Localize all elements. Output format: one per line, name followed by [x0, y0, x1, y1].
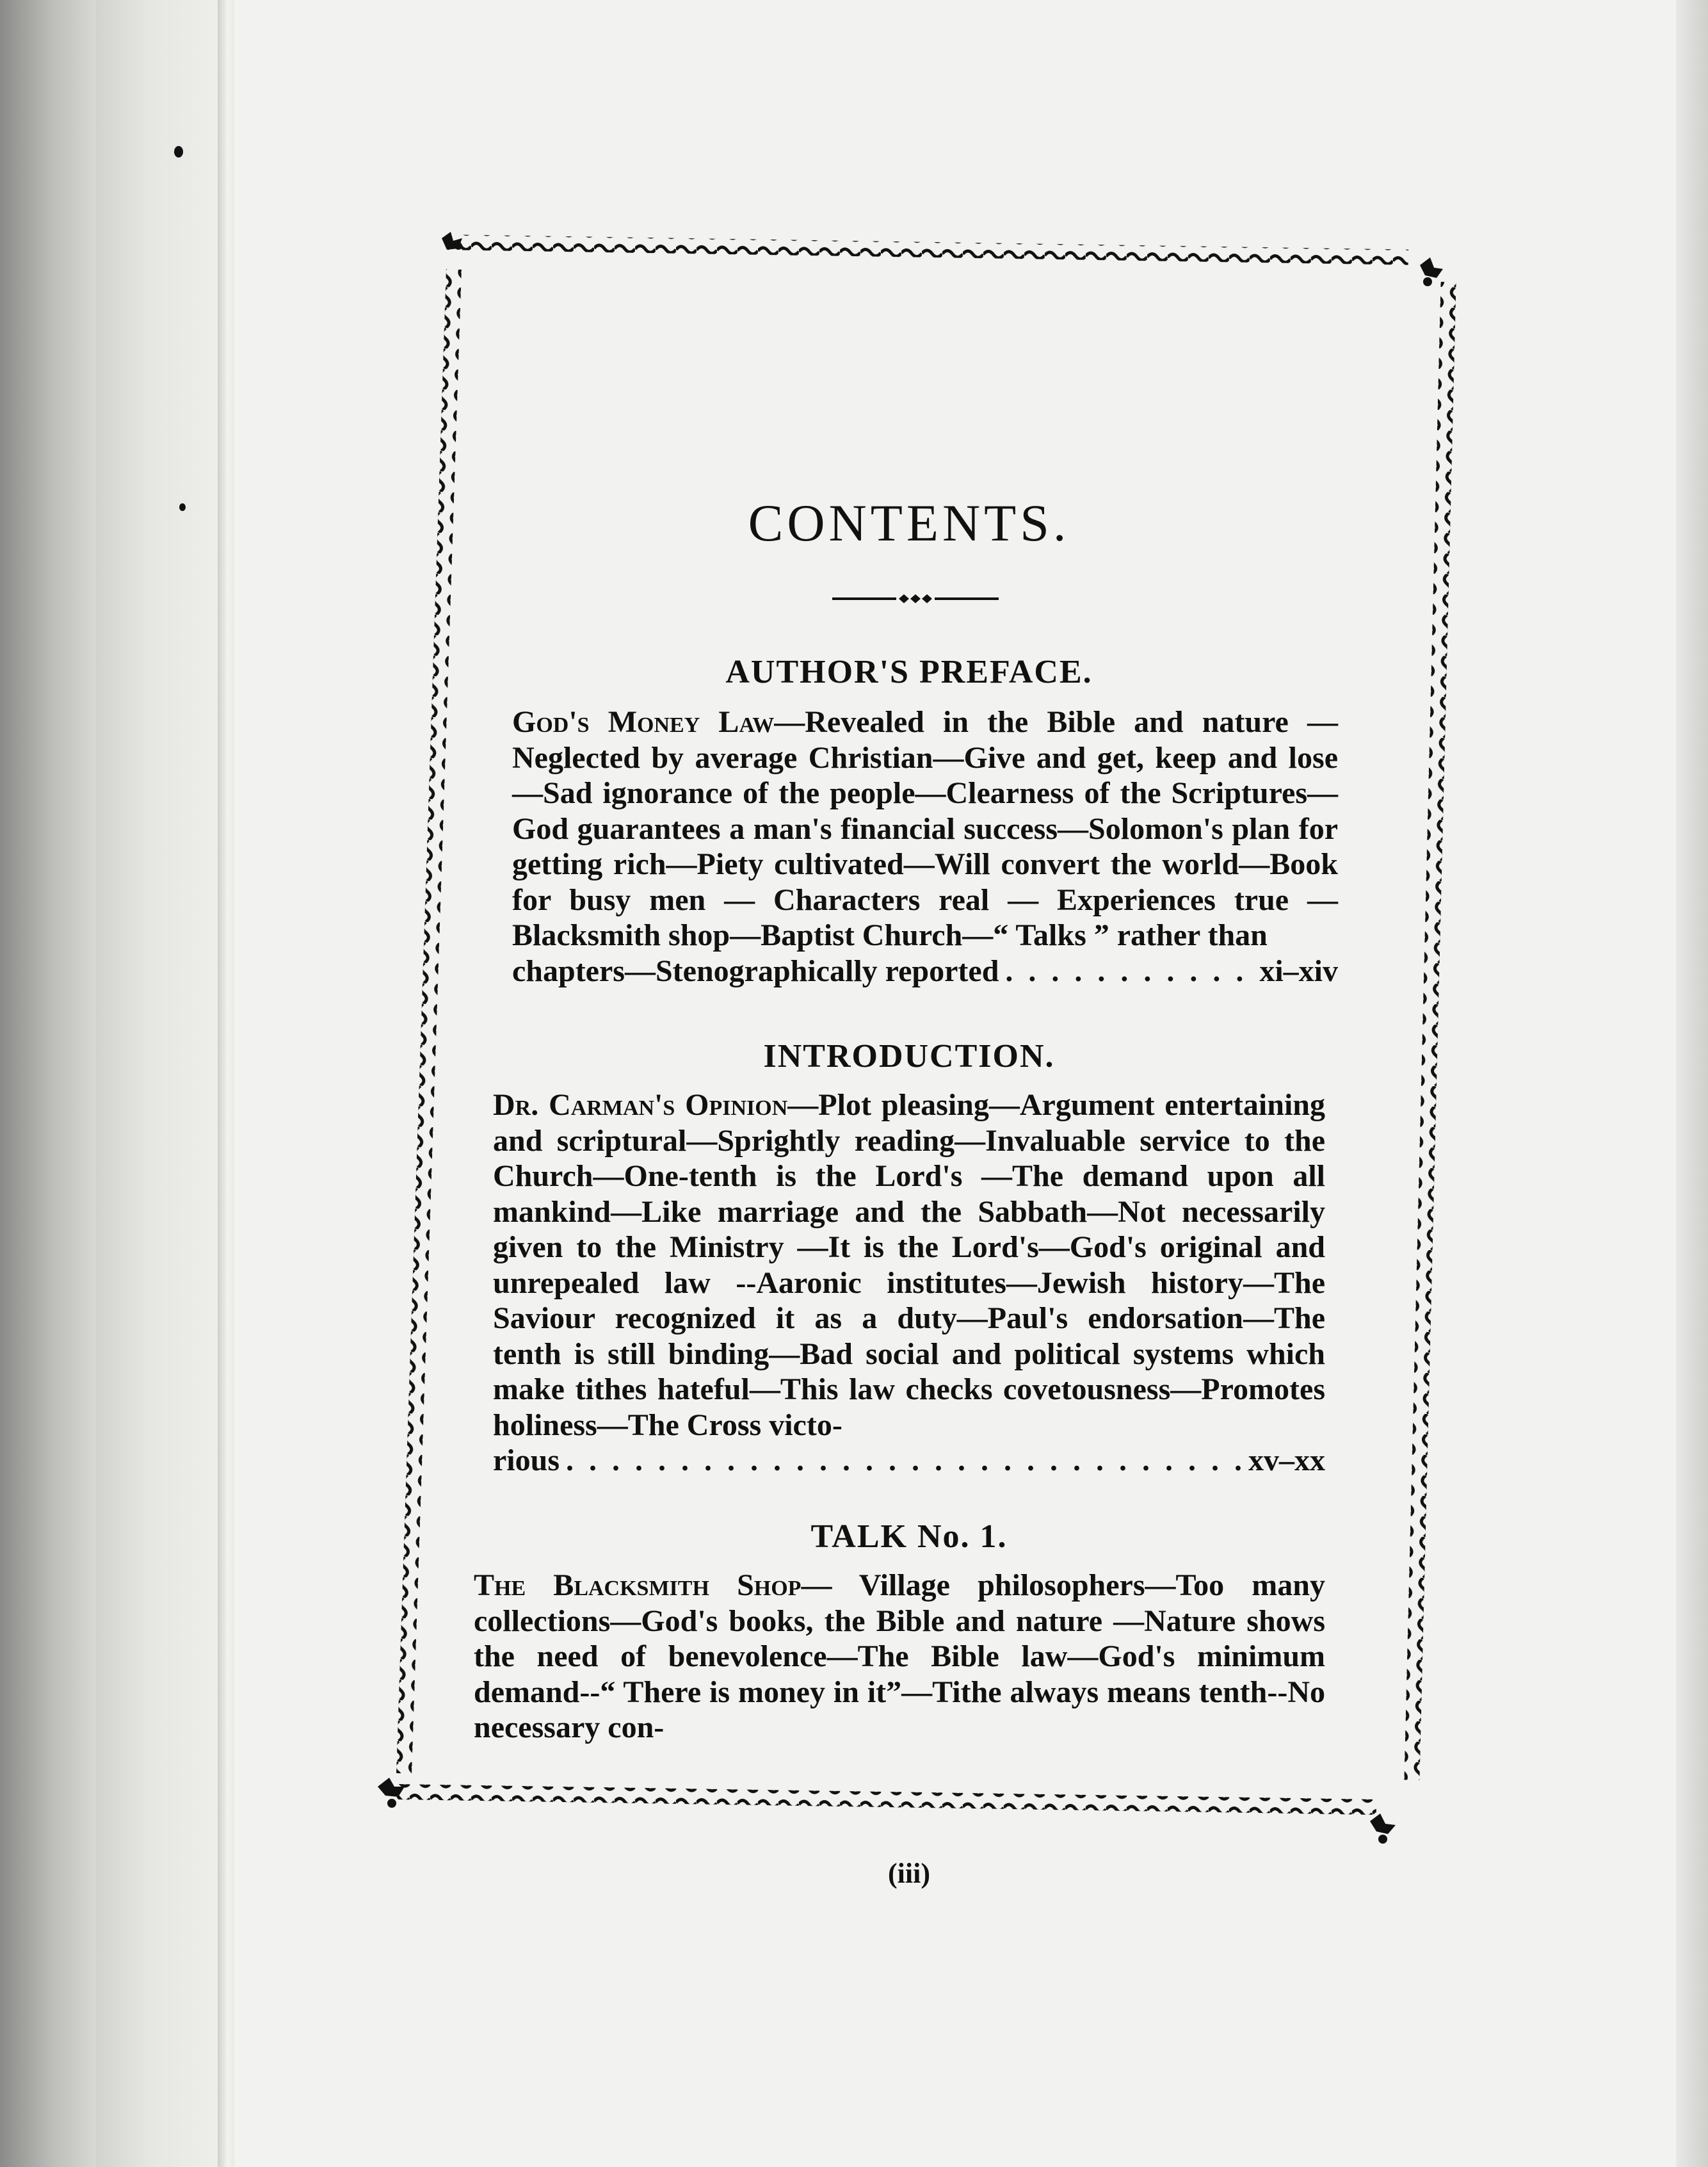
section-heading-preface: AUTHOR'S PREFACE.: [725, 654, 1093, 690]
section-heading-talk-1: TALK No. 1.: [810, 1518, 1008, 1555]
talk-1-lead: The Blacksmith Shop: [474, 1568, 802, 1602]
introduction-pages: xv–xx: [1248, 1443, 1325, 1477]
introduction-entry: [493, 1087, 1325, 1479]
preface-text: —Revealed in the Bible and nature —Neglected by average Christian—Give and get, keep and lose—Sad ignorance of the people—Clearness of the Scriptures—God guarantees a man's financial success—Solomon's plan for getting rich—Piety cultivated—Will convert the world—Book for busy men — Characters real — Experiences true — Blacksmith shop—Baptist Church—“ Talks ” rather than: [512, 705, 1338, 952]
introduction-leader-line: [493, 1443, 1325, 1479]
ornamental-rule: [832, 592, 999, 605]
gutter-fold: [218, 0, 234, 2167]
preface-last-line: chapters—Stenographically reported: [512, 954, 999, 988]
section-heading-introduction: INTRODUCTION.: [763, 1038, 1055, 1075]
page-edge-shadow: [1676, 0, 1708, 2167]
dot-leader: [566, 1443, 1242, 1479]
preface-entry: [512, 704, 1338, 989]
page-number: (iii): [888, 1858, 930, 1889]
talk-1-entry: [474, 1568, 1325, 1746]
talk-1-text: — Village philosophers—Too many collections—God's books, the Bible and nature —Nature shows the need of benevolence—The Bible law—God's minimum demand--“ There is money in it”—Tithe always means tenth--No necessary con-: [474, 1568, 1325, 1744]
book-binding: [0, 0, 96, 2167]
preface-leader-line: [512, 954, 1338, 989]
book-gutter: [96, 0, 230, 2167]
preface-pages: xi–xiv: [1259, 954, 1338, 988]
ink-speck: [179, 503, 186, 511]
ink-speck: [174, 146, 183, 158]
introduction-text: —Plot pleasing—Argument entertaining and scriptural—Sprightly reading—Invaluable service to the Church—One-tenth is the Lord's —The demand upon all mankind—Like marriage and the Sabbath—Not necessarily given to the Ministry —It is the Lord's—God's original and unrepealed law --Aaronic institutes—Jewish history—The Saviour recognized it as a duty—Paul's endorsation—The tenth is still binding—Bad social and political systems which make tithes hateful—This law checks covetousness—Promotes holiness—The Cross victo-: [493, 1088, 1325, 1442]
dot-leader: [1005, 954, 1253, 989]
preface-lead: God's Money Law: [512, 705, 775, 739]
contents-page-body: [461, 448, 1357, 1889]
introduction-lead: Dr. Carman's Opinion: [493, 1088, 788, 1122]
introduction-last-line: rious: [493, 1443, 560, 1477]
page-title: CONTENTS.: [748, 494, 1070, 552]
